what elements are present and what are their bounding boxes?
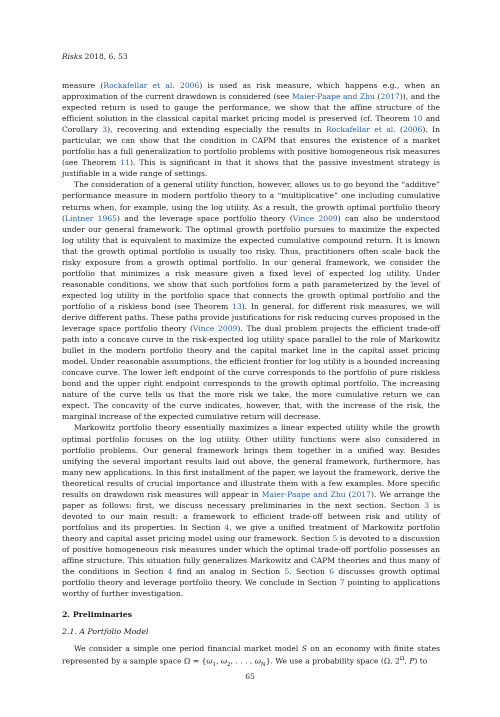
citation-link[interactable]: 2017 <box>380 92 400 102</box>
subsection-heading: 2.1. A Portfolio Model <box>62 627 149 637</box>
text-run: is devoted to our main result: a framework to efficient trade-off between risk and utility of portfolios and its properties. In Section <box>62 500 440 532</box>
body-text <box>62 80 440 671</box>
citation-link[interactable]: 4 <box>167 567 173 577</box>
citation-link[interactable]: Rockafellar et al. 2006 <box>103 81 200 90</box>
text-run: ). In general, for different risk measures, we will derive different paths. These paths provide justifications for risk reducing curves proposed in the leverage space portfolio theory ( <box>62 301 441 334</box>
citation-link[interactable]: 3 <box>424 500 430 510</box>
journal-volume: 2018, 6, 53 <box>82 52 128 61</box>
paragraph <box>62 80 440 179</box>
text-run: ( <box>345 489 352 499</box>
text-run: find an analog in Section <box>172 567 285 577</box>
citation-link[interactable]: 5 <box>332 533 338 543</box>
paragraphs <box>62 80 440 599</box>
citation-link[interactable]: Vince 2009 <box>292 213 338 223</box>
paragraph <box>62 179 440 422</box>
citation-link[interactable]: 2006 <box>403 125 423 135</box>
text-run: pointing to applications worthy of further investigation. <box>62 578 440 599</box>
text-run: ). We arrange the paper as follows: first, we discuss necessary preliminaries in the next section. Section <box>62 489 441 510</box>
text-run: ). In particular, we can show that the condition in CAPM that ensures the existence of a market portfolio has a full generalization to portfolio problems with positive homogeneous risk measures (see Theorem <box>62 125 440 168</box>
citation-link[interactable]: 6 <box>329 567 335 577</box>
citation-link[interactable]: Maier-Paape and Zhu <box>261 489 346 499</box>
text-run: and Corollary <box>62 114 440 135</box>
text-run: Markowitz portfolio theory essentially maximizes a linear expected utility while the growth optimal portfolio focuses on the log utility. Other utility functions were also considered in portfolio problems. Our general framework brings them together in a unified way. Besides unifying the several important results laid out above, the general framework, furthermore, has many new applications. In this first installment of the paper, we layout the framework, derive the theoretical results of crucial importance and illustrate them with a few examples. More specific results on drawdown risk measures will appear in <box>62 423 440 499</box>
citation-link[interactable]: 10 <box>412 114 423 124</box>
page-number: 65 <box>245 672 255 681</box>
text-run: ). The dual problem projects the efficient trade-off path into a concave curve in the risk-expected log utility space parallel to the role of Markowitz bullet in the modern portfolio theory and the capital market line in the capital asset pricing model. Under reasonable assumptions, the efficient frontier for log utility is a bounded increasing concave curve. The lower left endpoint of the curve corresponds to the portfolio of pure riskless bond and the upper right endpoint corresponds to the growth optimal portfolio. The increasing nature of the curve tells us that the more risk we take, the more cumulative return we can expect. The concavity of the curve indicates, however, that, with the increase of the risk, the marginal increase of the expected cumulative return will decrease. <box>62 324 440 422</box>
citation-link[interactable]: 5 <box>284 567 290 577</box>
text-run: ) and the leverage space portfolio theory ( <box>117 213 293 223</box>
citation-link[interactable]: 11 <box>120 158 130 168</box>
text-run: ). This is significant in that it shows that the passive investment strategy is justifiable in a wide range of settings. <box>62 158 440 179</box>
text-run: ( <box>374 92 381 102</box>
paragraph-portfolio-model: We consider a simple one period financial market model S on an economy with finite states represented by a sample space $\Omega = \{\omega_1$, $\omega_2$, . . . , $\omega_N$}. We use a probability space (Ω, $2^\Omega$, P) to <box>62 644 440 669</box>
text-run: discusses growth optimal portfolio theory and leverage portfolio theory. We conclude in Section <box>62 567 440 588</box>
text-run: ) can also be understood under our general framework. The optimal growth portfolio pursues to maximize the expected log utility that is equivalent to maximize the expected cumulative compound return. It is known that the growth optimal portfolio is usually too risky. Thus, practitioners often scale back the risky exposure from a growth optimal portfolio. In our general framework, we consider the portfolio that minimizes a risk measure given a fixed level of expected log utility. Under reasonable conditions, we show that such portfolios form a path parameterized by the level of expected log utility in the portfolio space that connects the growth optimal portfolio and the portfolio of a riskless bond (see Theorem <box>62 213 441 311</box>
citation-link[interactable]: 4 <box>224 522 230 532</box>
text-run: measure ( <box>62 81 104 90</box>
text-run: , we give a unified treatment of Markowitz portfolio theory and capital asset pricing model using our framework. Section <box>62 522 440 543</box>
citation-link[interactable]: Rockafellar et al. <box>325 125 396 135</box>
citation-link[interactable]: Vince 2009 <box>192 324 238 334</box>
text-run: The consideration of a general utility function, however, allows us to go beyond the “additive” performance measure in modern portfolio theory to a “multiplicative” one including cumulative returns when, for example, using the log utility. As a result, the growth optimal portfolio theory ( <box>62 180 440 223</box>
citation-link[interactable]: Lintner 1965 <box>64 213 118 223</box>
text-run: ( <box>395 125 403 135</box>
journal-name: Risks <box>62 52 83 61</box>
section-heading: 2. Preliminaries <box>62 610 133 620</box>
text-run: ), recovering and extending especially the results in <box>107 125 326 135</box>
text-run: is devoted to a discussion of positive homogeneous risk measures under which the optimal trade-off portfolio possesses an affine structure. This situation fully generalizes Markowitz and CAPM theories and thus many of the conditions in Section <box>62 533 440 577</box>
citation-link[interactable]: 3 <box>102 125 108 135</box>
citation-link[interactable]: Maier-Paape and Zhu <box>291 92 375 102</box>
citation-link[interactable]: 13 <box>232 301 242 311</box>
citation-link[interactable]: 7 <box>339 578 345 588</box>
text-run: )), and the expected return is used to gauge the performance, we show that the affine structure of the efficient solution in the classical capital market pricing model is preserved (cf. Theorem <box>62 92 440 124</box>
running-header <box>62 52 128 61</box>
paragraph <box>62 422 440 599</box>
text-run: . Section <box>289 567 330 577</box>
citation-link[interactable]: 2017 <box>351 489 371 499</box>
text-run: ) is used as risk measure, which happens e.g., when an approximation of the current drawdown is considered (see <box>62 81 440 102</box>
